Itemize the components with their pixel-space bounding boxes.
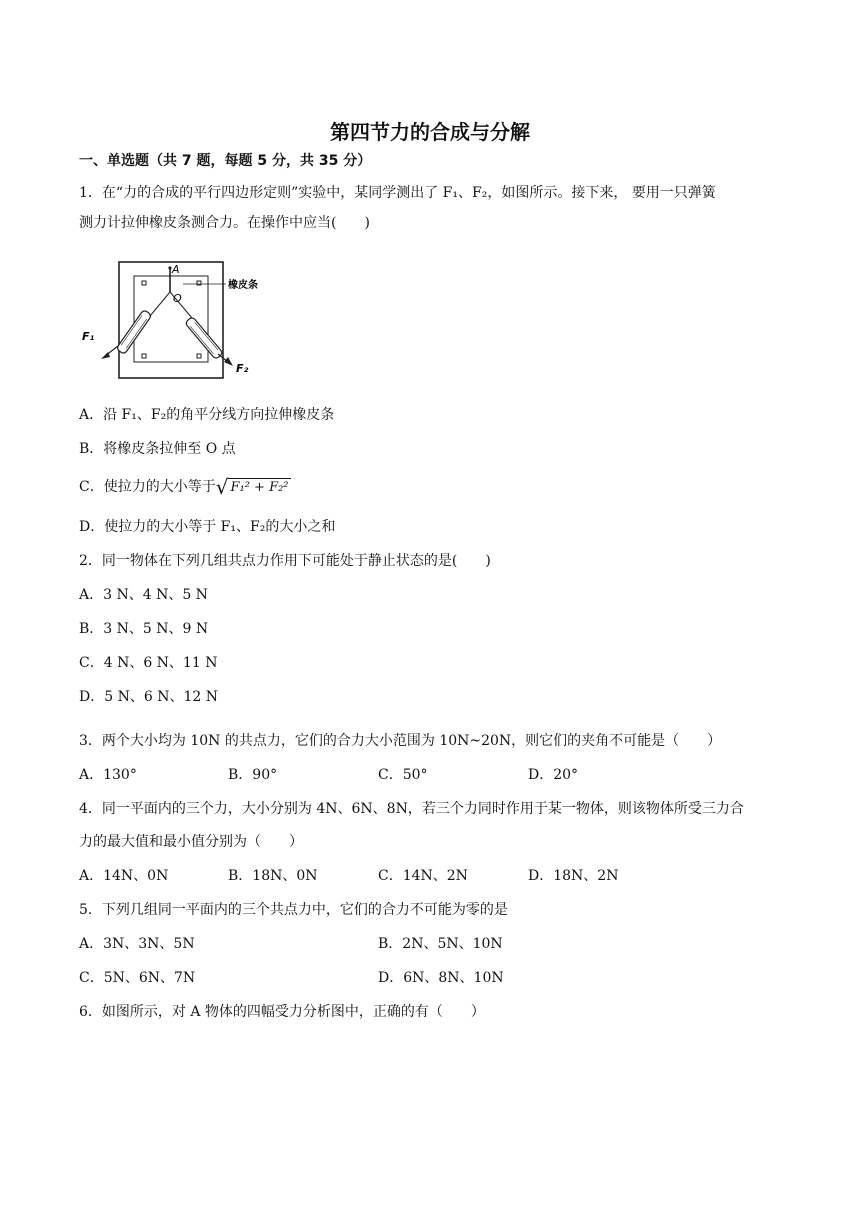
q1-stem-line1: 1．在“力的合成的平行四边形定则”实验中，某同学测出了 F₁、F₂，如图所示。接下来， 要用一只弹簧 <box>79 185 716 201</box>
section-heading: 一、单选题（共 7 题，每题 5 分，共 35 分） <box>79 153 372 169</box>
q5-option-c: C．5N、6N、7N <box>79 970 196 986</box>
sqrt-formula: √ F₁² + F₂² <box>215 475 289 499</box>
figure-label-F2: F₂ <box>236 362 249 375</box>
q2-stem: 2．同一物体在下列几组共点力作用下可能处于静止状态的是( ) <box>79 553 491 569</box>
q2-option-c: C．4 N、6 N、11 N <box>79 655 218 671</box>
q5-option-d: D．6N、8N、10N <box>378 970 504 986</box>
q1-figure <box>76 256 266 382</box>
q5-option-b: B．2N、5N、10N <box>378 936 503 952</box>
q4-option-b: B．18N、0N <box>228 868 318 884</box>
q3-option-b: B．90° <box>228 767 278 783</box>
q3-option-d: D．20° <box>528 767 579 783</box>
q4-stem-line1: 4．同一平面内的三个力，大小分别为 4N、6N、8N，若三个力同时作用于某一物体，则该物体所受三力合 <box>79 801 744 817</box>
sqrt-formula-body: F₁² + F₂² <box>230 479 289 495</box>
q5-stem: 5．下列几组同一平面内的三个共点力中，它们的合力不可能为零的是 <box>79 902 508 918</box>
figure-label-band: 橡皮条 <box>228 280 258 291</box>
q5-option-a: A．3N、3N、5N <box>79 936 195 952</box>
q1-stem-line2: 测力计拉伸橡皮条测合力。在操作中应当( ) <box>79 215 370 231</box>
q1-option-d: D．使拉力的大小等于 F₁、F₂的大小之和 <box>79 519 336 535</box>
q1-option-b: B．将橡皮条拉伸至 O 点 <box>79 441 236 457</box>
q1-option-c <box>79 477 291 497</box>
q4-option-d: D．18N、2N <box>528 868 619 884</box>
q6-stem: 6．如图所示，对 A 物体的四幅受力分析图中，正确的有（ ） <box>79 1004 485 1020</box>
q3-option-a: A．130° <box>79 767 137 783</box>
page-title: 第四节力的合成与分解 <box>330 120 530 144</box>
q2-option-a: A．3 N、4 N、5 N <box>79 587 208 603</box>
q1-option-a: A．沿 F₁、F₂的角平分线方向拉伸橡皮条 <box>79 407 335 423</box>
q3-stem: 3．两个大小均为 10N 的共点力，它们的合力大小范围为 10N~20N，则它们的夹角不可能是（ ） <box>79 733 722 749</box>
q2-option-d: D．5 N、6 N、12 N <box>79 689 218 705</box>
q3-option-c: C．50° <box>378 767 428 783</box>
q1-option-c-text: C．使拉力的大小等于 <box>79 479 216 495</box>
q4-stem-line2: 力的最大值和最小值分别为（ ） <box>79 834 303 850</box>
q2-option-b: B．3 N、5 N、9 N <box>79 621 209 637</box>
q4-option-c: C．14N、2N <box>378 868 468 884</box>
figure-label-O: O <box>173 292 182 305</box>
figure-label-A: A <box>172 263 180 276</box>
q4-option-a: A．14N、0N <box>79 868 169 884</box>
figure-label-F1: F₁ <box>82 330 95 343</box>
